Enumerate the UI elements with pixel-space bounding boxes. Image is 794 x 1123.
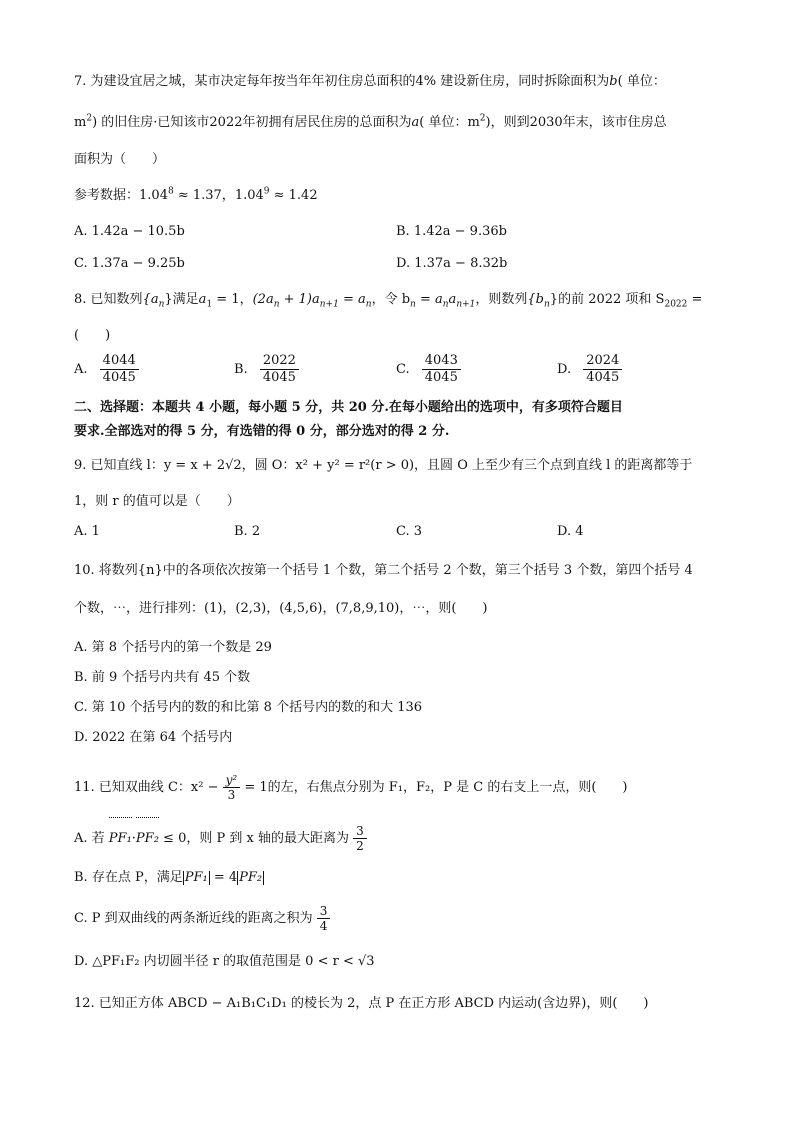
section-2-heading-line2: 要求.全部选对的得 5 分，有选错的得 0 分，部分选对的得 2 分. [74, 424, 450, 439]
q10-option-b[interactable]: B. 前 9 个括号内共有 45 个数 [74, 670, 251, 685]
q8-paren: ( ) [74, 328, 111, 343]
q8-option-b[interactable]: B. $\frac{2022}{4045}$ [234, 353, 299, 386]
q9-option-a[interactable]: A. 1 [74, 524, 100, 539]
q11-option-c[interactable]: C. P 到双曲线的两条渐近线的距离之积为 $\frac{3}{4}$ [74, 900, 330, 938]
q7-option-b[interactable]: B. 1.42a − 9.36b [396, 224, 507, 239]
q11-option-d[interactable]: D. △PF₁F₂ 内切圆半径 r 的取值范围是 0 < r < √3 [74, 954, 375, 969]
q10-line2: 个数，⋯，进行排列：(1)，(2,3)，(4,5,6)，(7,8,9,10)，⋯，则( ) [74, 601, 488, 616]
q8-option-c[interactable]: C. $\frac{4043}{4045}$ [396, 353, 461, 386]
q10-line1: 10. 将数列{n}中的各项依次按第一个括号 1 个数，第二个括号 2 个数，第三个括号 3 个数，第四个括号 4 [74, 563, 693, 578]
q9-line1: 9. 已知直线 l：y = x + 2√2，圆 O：x² + y² = r²(r > 0)，且圆 O 上至少有三个点到直线 l 的距离都等于 [74, 458, 693, 473]
q7-option-c[interactable]: C. 1.37a − 9.25b [74, 256, 185, 271]
q8-option-a[interactable]: A. $\frac{4044}{4045}$ [74, 353, 139, 386]
q7-reference-data: 参考数据：$1.04^8 \approx 1.37$，$1.04^9 \approx 1.42$ [74, 186, 318, 203]
q7-option-a[interactable]: A. 1.42a − 10.5b [74, 224, 185, 239]
q7-option-d[interactable]: D. 1.37a − 8.32b [396, 256, 508, 271]
q7-line1: 7. 为建设宜居之城，某市决定每年按当年年初住房总面积的4% 建设新住房，同时拆除面积为b( 单位： [74, 74, 666, 89]
q7-line3: 面积为（ ） [74, 152, 166, 167]
q8-line1: 8. 已知数列$\{a_n\}$满足$a_1 = 1$，$(2a_n + 1)a_{n+1} = a_n$，令 $b_n = a_na_{n+1}$，则数列$\{b_n\}$的前 2022 项和 $S_{2022}$ = [74, 292, 703, 310]
q11-option-b[interactable]: B. 存在点 P，满足 PF₁ = 4 PF₂ [74, 870, 263, 885]
q11-stem: 11. 已知双曲线 C：x² − $\frac{\text{y²}}{3}$ = 1的左，右焦点分别为 F₁，F₂，P 是 C 的右支上一点，则( ) [74, 773, 628, 802]
q9-option-b[interactable]: B. 2 [234, 524, 261, 539]
q10-option-c[interactable]: C. 第 10 个括号内的数的和比第 8 个括号内的数的和大 136 [74, 700, 423, 715]
q7-line2: $m^2$) 的旧住房·已知该市2022年初拥有居民住房的总面积为a( 单位：$m^2$)，则到2030年末，该市住房总 [74, 113, 667, 130]
q12-line1: 12. 已知正方体 ABCD − A₁B₁C₁D₁ 的棱长为 2，点 P 在正方形 ABCD 内运动(含边界)，则( ) [74, 996, 649, 1011]
q8-option-d[interactable]: D. $\frac{2024}{4045}$ [557, 353, 622, 386]
q10-option-a[interactable]: A. 第 8 个括号内的第一个数是 29 [74, 640, 272, 655]
section-2-heading: 二、选择题：本题共 4 小题，每小题 5 分，共 20 分.在每小题给出的选项中，有多项符合题目 [74, 400, 623, 415]
q9-line2: 1，则 r 的值可以是（ ） [74, 494, 240, 509]
q9-option-d[interactable]: D. 4 [557, 524, 584, 539]
q9-option-c[interactable]: C. 3 [396, 524, 423, 539]
q11-option-a[interactable]: A. 若 PF₁·PF₂ ≤ 0，则 P 到 x 轴的最大距离为 $\frac{3}{2}$ [74, 820, 367, 858]
q10-option-d[interactable]: D. 2022 在第 64 个括号内 [74, 730, 233, 745]
